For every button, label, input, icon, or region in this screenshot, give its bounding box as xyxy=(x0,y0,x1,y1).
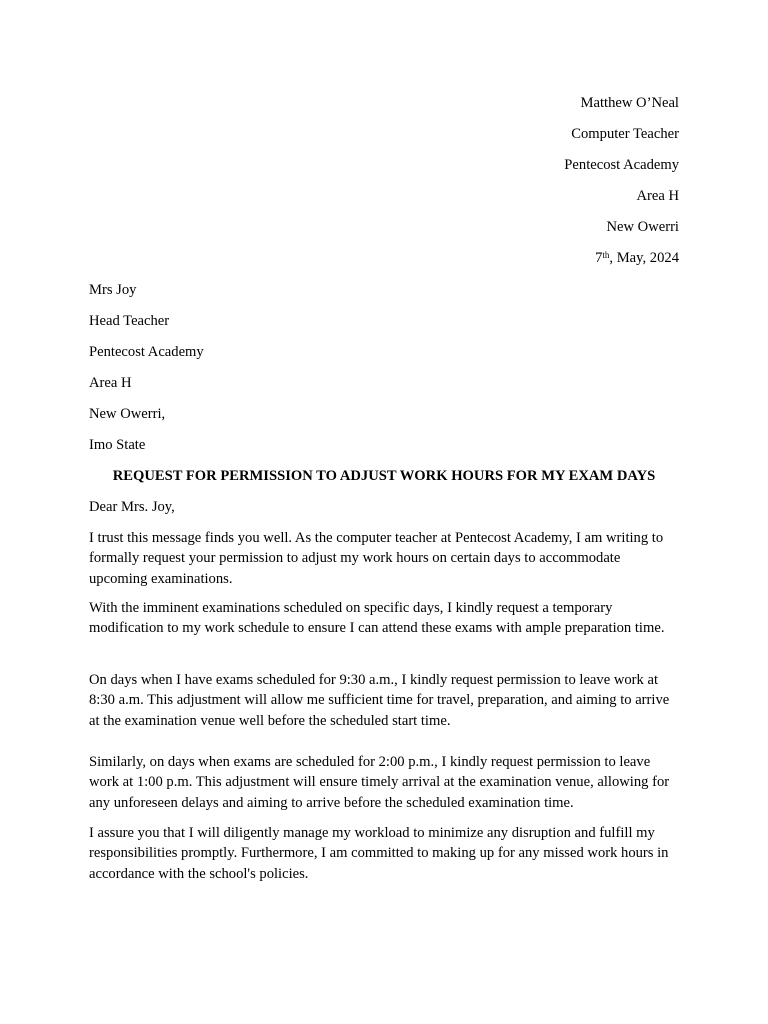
sender-name: Matthew O’Neal xyxy=(580,95,679,111)
body-paragraph: Similarly, on days when exams are scheduled for 2:00 p.m., I kindly request permission to leave work at 1:00 p.m. This adjustment will ensure timely arrival at the examination venue, allowing for any unforeseen delays and aiming to arrive before the scheduled examination time. xyxy=(89,754,670,811)
sender-address-block xyxy=(564,93,679,279)
sender-school: Pentecost Academy xyxy=(564,157,679,173)
recipient-name: Mrs Joy xyxy=(89,282,137,298)
recipient-state: Imo State xyxy=(89,437,146,453)
body-paragraph: I trust this message finds you well. As the computer teacher at Pentecost Academy, I am writing to formally request your permission to adjust my work hours on certain days to accommodate upcoming examinations. xyxy=(89,530,664,587)
body-paragraph: With the imminent examinations scheduled on specific days, I kindly request a temporary modification to my work schedule to ensure I can attend these exams with ample preparation time. xyxy=(89,600,665,637)
recipient-school: Pentecost Academy xyxy=(89,344,204,360)
body-paragraph: I assure you that I will diligently manage my workload to minimize any disruption and fulfill my responsibilities promptly. Furthermore, I am committed to making up for any missed work hours in accordance with the school's policies. xyxy=(89,825,669,882)
date-month-year: , May, 2024 xyxy=(609,250,679,266)
date-day: 7 xyxy=(595,250,603,266)
date-ordinal-suffix: th xyxy=(602,250,610,260)
sender-title: Computer Teacher xyxy=(571,126,679,142)
recipient-city: New Owerri, xyxy=(89,406,166,422)
recipient-area: Area H xyxy=(89,375,132,391)
letter-date xyxy=(564,248,679,279)
body-paragraph: On days when I have exams scheduled for 9:30 a.m., I kindly request permission to leave work at 8:30 a.m. This adjustment will allow me sufficient time for travel, preparation, and aiming to arrive at the examination venue well before the scheduled start time. xyxy=(89,672,670,729)
salutation: Dear Mrs. Joy, xyxy=(89,499,175,515)
sender-city: New Owerri xyxy=(606,219,679,235)
sender-area: Area H xyxy=(636,188,679,204)
recipient-title: Head Teacher xyxy=(89,313,170,329)
letter-subject: REQUEST FOR PERMISSION TO ADJUST WORK HOURS FOR MY EXAM DAYS xyxy=(112,468,656,484)
letter-page xyxy=(89,0,679,1024)
recipient-address-block xyxy=(89,280,204,466)
